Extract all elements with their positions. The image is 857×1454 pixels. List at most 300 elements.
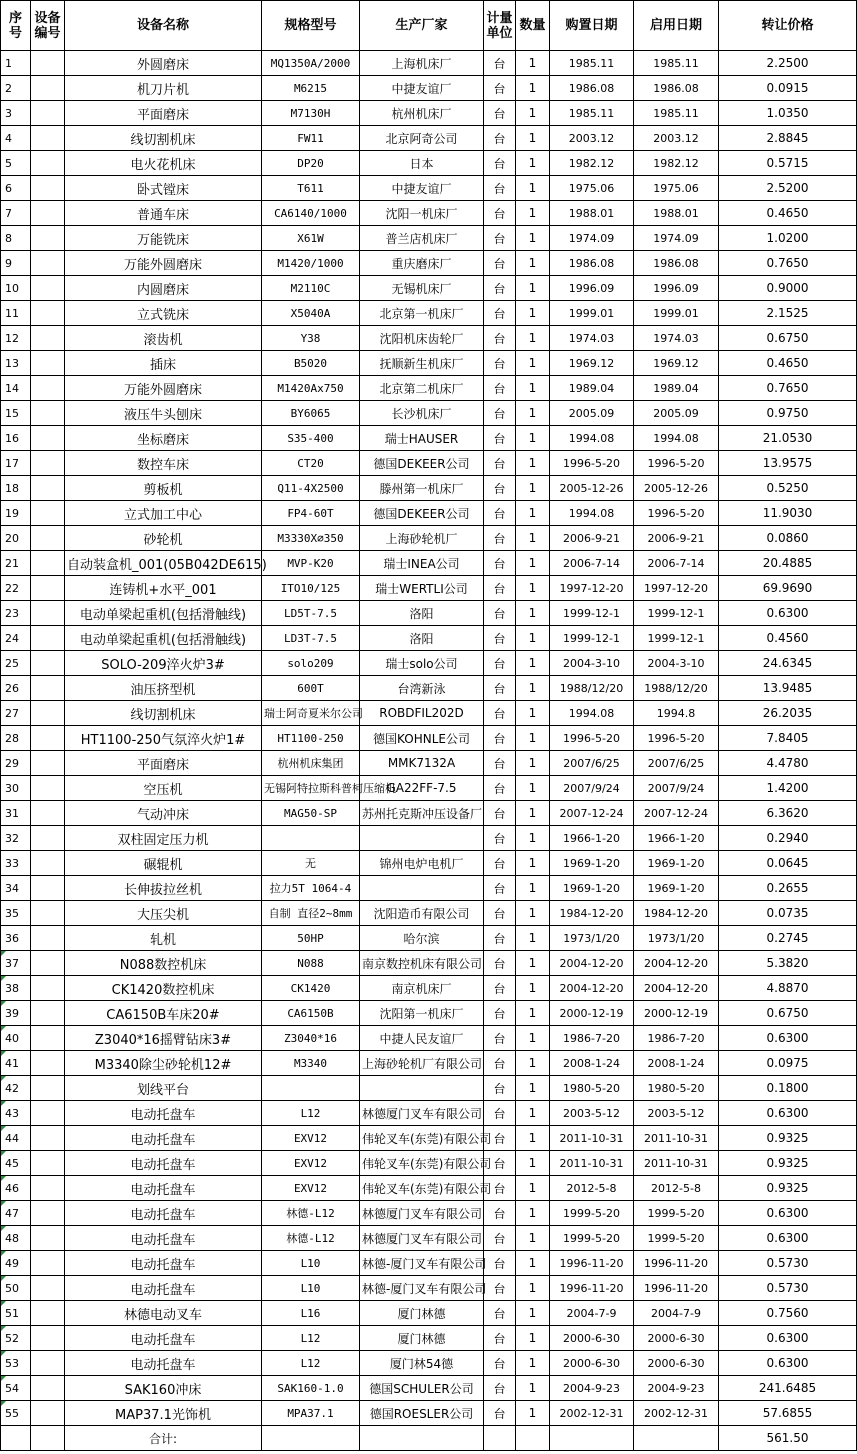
table-row bbox=[1, 551, 857, 576]
cell-name: 连铸机+水平_001 bbox=[65, 576, 262, 601]
cell-price: 2.5200 bbox=[719, 176, 857, 201]
table-row bbox=[1, 576, 857, 601]
cell-name: N088数控机床 bbox=[65, 951, 262, 976]
cell-maker: 德国SCHULER公司 bbox=[360, 1376, 484, 1401]
cell-qty: 1 bbox=[516, 826, 550, 851]
cell-model: 杭州机床集团 bbox=[262, 751, 360, 776]
cell-code bbox=[31, 501, 65, 526]
cell-seq: 19 bbox=[1, 501, 31, 526]
cell-maker: 哈尔滨 bbox=[360, 926, 484, 951]
cell-qty: 1 bbox=[516, 501, 550, 526]
cell-model: S35-400 bbox=[262, 426, 360, 451]
cell-maker: 台湾新泳 bbox=[360, 676, 484, 701]
cell-seq: 28 bbox=[1, 726, 31, 751]
cell-buy-date: 2012-5-8 bbox=[550, 1176, 634, 1201]
cell-price: 57.6855 bbox=[719, 1401, 857, 1426]
cell-model: M2110C bbox=[262, 276, 360, 301]
cell-name: 卧式镗床 bbox=[65, 176, 262, 201]
table-row bbox=[1, 1226, 857, 1251]
cell-unit: 台 bbox=[484, 526, 516, 551]
cell-qty: 1 bbox=[516, 726, 550, 751]
cell-maker: 沈阳机床齿轮厂 bbox=[360, 326, 484, 351]
cell-unit: 台 bbox=[484, 626, 516, 651]
cell-seq: 32 bbox=[1, 826, 31, 851]
cell-buy-date: 1980-5-20 bbox=[550, 1076, 634, 1101]
cell-unit: 台 bbox=[484, 301, 516, 326]
cell-unit: 台 bbox=[484, 651, 516, 676]
cell-seq: 18 bbox=[1, 476, 31, 501]
cell-use-date: 2003-5-12 bbox=[634, 1101, 719, 1126]
cell-seq: 30 bbox=[1, 776, 31, 801]
cell-unit: 台 bbox=[484, 676, 516, 701]
cell-buy-date: 2003-5-12 bbox=[550, 1101, 634, 1126]
cell-seq: 51 bbox=[1, 1301, 31, 1326]
cell-maker: GA22FF-7.5 bbox=[360, 776, 484, 801]
cell-seq: 24 bbox=[1, 626, 31, 651]
cell-qty: 1 bbox=[516, 126, 550, 151]
header-maker: 生产厂家 bbox=[360, 1, 484, 51]
cell-name: 平面磨床 bbox=[65, 751, 262, 776]
cell-buy-date: 1985.11 bbox=[550, 51, 634, 76]
cell-buy-date: 1989.04 bbox=[550, 376, 634, 401]
cell-maker: 瑞士WERTLI公司 bbox=[360, 576, 484, 601]
cell-use-date: 1996-5-20 bbox=[634, 726, 719, 751]
cell-price: 0.6300 bbox=[719, 1201, 857, 1226]
cell-price: 0.5715 bbox=[719, 151, 857, 176]
cell-name: 电动托盘车 bbox=[65, 1351, 262, 1376]
cell-model: MPA37.1 bbox=[262, 1401, 360, 1426]
cell-unit: 台 bbox=[484, 1001, 516, 1026]
cell-use-date: 1973/1/20 bbox=[634, 926, 719, 951]
cell-name: HT1100-250气氛淬火炉1# bbox=[65, 726, 262, 751]
cell-seq: 37 bbox=[1, 951, 31, 976]
cell-price: 0.2745 bbox=[719, 926, 857, 951]
cell-price: 0.9750 bbox=[719, 401, 857, 426]
cell-qty: 1 bbox=[516, 151, 550, 176]
cell-name: 电动托盘车 bbox=[65, 1201, 262, 1226]
cell-unit: 台 bbox=[484, 1076, 516, 1101]
table-row bbox=[1, 501, 857, 526]
cell-use-date: 1969-1-20 bbox=[634, 851, 719, 876]
cell-name: 电动托盘车 bbox=[65, 1326, 262, 1351]
cell-qty: 1 bbox=[516, 1051, 550, 1076]
cell-unit: 台 bbox=[484, 1301, 516, 1326]
cell-model: MQ1350A/2000 bbox=[262, 51, 360, 76]
cell-buy-date: 1999-5-20 bbox=[550, 1201, 634, 1226]
cell-use-date: 1994.8 bbox=[634, 701, 719, 726]
cell-price: 0.7650 bbox=[719, 251, 857, 276]
cell-price: 0.6300 bbox=[719, 1101, 857, 1126]
cell-seq: 21 bbox=[1, 551, 31, 576]
header-unit: 计量单位 bbox=[484, 1, 516, 51]
cell-price: 0.2940 bbox=[719, 826, 857, 851]
cell-maker: 长沙机床厂 bbox=[360, 401, 484, 426]
cell-use-date: 1966-1-20 bbox=[634, 826, 719, 851]
cell-code bbox=[31, 476, 65, 501]
cell-maker: 中捷人民友谊厂 bbox=[360, 1026, 484, 1051]
cell-model: Q11-4X2500 bbox=[262, 476, 360, 501]
cell-unit: 台 bbox=[484, 876, 516, 901]
cell-use-date: 1974.09 bbox=[634, 226, 719, 251]
cell-seq: 23 bbox=[1, 601, 31, 626]
cell-use-date: 1994.08 bbox=[634, 426, 719, 451]
cell-name: 万能外圆磨床 bbox=[65, 251, 262, 276]
cell-model: 瑞士阿奇夏米尔公司 bbox=[262, 701, 360, 726]
cell-use-date: 1986.08 bbox=[634, 251, 719, 276]
cell-code bbox=[31, 1326, 65, 1351]
cell-qty: 1 bbox=[516, 1201, 550, 1226]
cell-buy-date: 2004-9-23 bbox=[550, 1376, 634, 1401]
cell-buy-date: 1984-12-20 bbox=[550, 901, 634, 926]
cell-maker: 北京阿奇公司 bbox=[360, 126, 484, 151]
table-row bbox=[1, 476, 857, 501]
table-row bbox=[1, 676, 857, 701]
cell-use-date: 1986-7-20 bbox=[634, 1026, 719, 1051]
table-row bbox=[1, 801, 857, 826]
cell-seq: 29 bbox=[1, 751, 31, 776]
cell-name: 剪板机 bbox=[65, 476, 262, 501]
cell-qty: 1 bbox=[516, 576, 550, 601]
table-row bbox=[1, 301, 857, 326]
cell-use-date: 2000-6-30 bbox=[634, 1326, 719, 1351]
cell-name: 电火花机床 bbox=[65, 151, 262, 176]
cell-buy-date: 1988/12/20 bbox=[550, 676, 634, 701]
cell-maker: MMK7132A bbox=[360, 751, 484, 776]
cell-maker: 瑞士solo公司 bbox=[360, 651, 484, 676]
cell-name: 电动单梁起重机(包括滑触线) bbox=[65, 601, 262, 626]
cell-maker: 杭州机床厂 bbox=[360, 101, 484, 126]
cell-buy-date: 1986.08 bbox=[550, 251, 634, 276]
cell-buy-date: 1969.12 bbox=[550, 351, 634, 376]
cell-price: 1.0200 bbox=[719, 226, 857, 251]
cell-buy-date: 1994.08 bbox=[550, 426, 634, 451]
cell-buy-date: 1999-12-1 bbox=[550, 626, 634, 651]
cell-price: 0.9325 bbox=[719, 1126, 857, 1151]
cell-qty: 1 bbox=[516, 926, 550, 951]
cell-seq: 7 bbox=[1, 201, 31, 226]
cell-model: X5040A bbox=[262, 301, 360, 326]
cell-qty: 1 bbox=[516, 1251, 550, 1276]
cell-buy-date: 2005.09 bbox=[550, 401, 634, 426]
cell-unit: 台 bbox=[484, 401, 516, 426]
cell-unit: 台 bbox=[484, 201, 516, 226]
cell-price: 0.0975 bbox=[719, 1051, 857, 1076]
cell-unit: 台 bbox=[484, 226, 516, 251]
cell-buy-date: 2005-12-26 bbox=[550, 476, 634, 501]
cell-seq: 33 bbox=[1, 851, 31, 876]
table-row bbox=[1, 1276, 857, 1301]
cell-seq: 25 bbox=[1, 651, 31, 676]
cell-price: 0.6300 bbox=[719, 1226, 857, 1251]
cell-name: 电动托盘车 bbox=[65, 1226, 262, 1251]
cell-unit: 台 bbox=[484, 1101, 516, 1126]
cell-qty: 1 bbox=[516, 201, 550, 226]
cell-qty: 1 bbox=[516, 351, 550, 376]
cell-maker: 沈阳第一机床厂 bbox=[360, 1001, 484, 1026]
cell-name: SAK160冲床 bbox=[65, 1376, 262, 1401]
cell-use-date: 2002-12-31 bbox=[634, 1401, 719, 1426]
cell-model: FP4-60T bbox=[262, 501, 360, 526]
cell-price: 2.2500 bbox=[719, 51, 857, 76]
cell-seq: 11 bbox=[1, 301, 31, 326]
cell-price: 0.5730 bbox=[719, 1276, 857, 1301]
cell-price: 0.5730 bbox=[719, 1251, 857, 1276]
cell-code bbox=[31, 1101, 65, 1126]
cell-qty: 1 bbox=[516, 1301, 550, 1326]
cell-price: 241.6485 bbox=[719, 1376, 857, 1401]
cell-maker: 瑞士HAUSER bbox=[360, 426, 484, 451]
table-row bbox=[1, 701, 857, 726]
cell-model: L12 bbox=[262, 1101, 360, 1126]
cell-code bbox=[31, 1376, 65, 1401]
cell-price: 0.9325 bbox=[719, 1151, 857, 1176]
cell-use-date: 1974.03 bbox=[634, 326, 719, 351]
cell-code bbox=[31, 251, 65, 276]
table-row bbox=[1, 726, 857, 751]
cell-seq: 16 bbox=[1, 426, 31, 451]
table-row bbox=[1, 1051, 857, 1076]
table-row bbox=[1, 1401, 857, 1426]
cell-buy-date: 2006-7-14 bbox=[550, 551, 634, 576]
cell-qty: 1 bbox=[516, 226, 550, 251]
cell-buy-date: 2008-1-24 bbox=[550, 1051, 634, 1076]
cell-seq: 55 bbox=[1, 1401, 31, 1426]
cell-code bbox=[31, 426, 65, 451]
cell-code bbox=[31, 826, 65, 851]
cell-use-date: 2000-12-19 bbox=[634, 1001, 719, 1026]
cell-code bbox=[31, 676, 65, 701]
cell-use-date: 1996-5-20 bbox=[634, 501, 719, 526]
cell-buy-date: 1996-5-20 bbox=[550, 726, 634, 751]
cell-name: 万能外圆磨床 bbox=[65, 376, 262, 401]
cell-use-date: 1999.01 bbox=[634, 301, 719, 326]
cell-maker: 日本 bbox=[360, 151, 484, 176]
cell-qty: 1 bbox=[516, 851, 550, 876]
cell-use-date: 1985.11 bbox=[634, 51, 719, 76]
cell-code bbox=[31, 1076, 65, 1101]
cell-unit: 台 bbox=[484, 776, 516, 801]
cell-price: 0.4650 bbox=[719, 351, 857, 376]
cell-price: 0.1800 bbox=[719, 1076, 857, 1101]
cell-qty: 1 bbox=[516, 1376, 550, 1401]
cell-unit: 台 bbox=[484, 551, 516, 576]
cell-qty: 1 bbox=[516, 251, 550, 276]
cell-model: LD3T-7.5 bbox=[262, 626, 360, 651]
cell-buy-date: 2003.12 bbox=[550, 126, 634, 151]
cell-buy-date: 1969-1-20 bbox=[550, 876, 634, 901]
cell-unit: 台 bbox=[484, 851, 516, 876]
cell-model: SAK160-1.0 bbox=[262, 1376, 360, 1401]
cell-price: 0.4650 bbox=[719, 201, 857, 226]
cell-unit: 台 bbox=[484, 126, 516, 151]
cell-seq: 39 bbox=[1, 1001, 31, 1026]
cell-name: 电动托盘车 bbox=[65, 1126, 262, 1151]
cell-qty: 1 bbox=[516, 951, 550, 976]
cell-buy-date: 1974.09 bbox=[550, 226, 634, 251]
cell-code bbox=[31, 1401, 65, 1426]
cell-buy-date: 2004-7-9 bbox=[550, 1301, 634, 1326]
cell-seq: 9 bbox=[1, 251, 31, 276]
cell-maker: 洛阳 bbox=[360, 626, 484, 651]
cell-code bbox=[31, 951, 65, 976]
cell-seq: 48 bbox=[1, 1226, 31, 1251]
cell-unit: 台 bbox=[484, 501, 516, 526]
cell-code bbox=[31, 751, 65, 776]
cell-maker: 无锡机床厂 bbox=[360, 276, 484, 301]
cell-model: 无锡阿特拉斯科普柯压缩机 bbox=[262, 776, 360, 801]
cell-name: 碾辊机 bbox=[65, 851, 262, 876]
cell-name: 机刀片机 bbox=[65, 76, 262, 101]
cell-code bbox=[31, 851, 65, 876]
cell-unit: 台 bbox=[484, 1276, 516, 1301]
cell-seq: 14 bbox=[1, 376, 31, 401]
cell-code bbox=[31, 451, 65, 476]
cell-code bbox=[31, 726, 65, 751]
cell-use-date: 2006-9-21 bbox=[634, 526, 719, 551]
cell-price: 26.2035 bbox=[719, 701, 857, 726]
cell-model: LD5T-7.5 bbox=[262, 601, 360, 626]
cell-maker: 苏州托克斯冲压设备厂 bbox=[360, 801, 484, 826]
table-row bbox=[1, 926, 857, 951]
cell-code bbox=[31, 976, 65, 1001]
cell-seq: 13 bbox=[1, 351, 31, 376]
table-row bbox=[1, 1026, 857, 1051]
table-row bbox=[1, 76, 857, 101]
cell-price: 0.6750 bbox=[719, 1001, 857, 1026]
cell-code bbox=[31, 1051, 65, 1076]
cell-unit: 台 bbox=[484, 751, 516, 776]
cell-price: 0.9000 bbox=[719, 276, 857, 301]
cell-maker: ROBDFIL202D bbox=[360, 701, 484, 726]
cell-name: 自动装盒机_001(05B042DE615) bbox=[65, 551, 262, 576]
cell-buy-date: 1986.08 bbox=[550, 76, 634, 101]
cell-use-date: 2011-10-31 bbox=[634, 1126, 719, 1151]
table-row bbox=[1, 876, 857, 901]
cell-unit: 台 bbox=[484, 101, 516, 126]
cell-maker: 厦门林德 bbox=[360, 1301, 484, 1326]
cell-buy-date: 1986-7-20 bbox=[550, 1026, 634, 1051]
cell-model: T611 bbox=[262, 176, 360, 201]
cell-seq: 41 bbox=[1, 1051, 31, 1076]
cell-seq: 10 bbox=[1, 276, 31, 301]
cell-maker: 林德厦门叉车有限公司 bbox=[360, 1201, 484, 1226]
table-row bbox=[1, 126, 857, 151]
cell-use-date: 1999-5-20 bbox=[634, 1226, 719, 1251]
cell-seq: 22 bbox=[1, 576, 31, 601]
cell-maker: 德国DEKEER公司 bbox=[360, 501, 484, 526]
cell-code bbox=[31, 576, 65, 601]
cell-unit: 台 bbox=[484, 1326, 516, 1351]
cell-seq: 46 bbox=[1, 1176, 31, 1201]
cell-qty: 1 bbox=[516, 1026, 550, 1051]
cell-unit: 台 bbox=[484, 1151, 516, 1176]
cell-buy-date: 2000-6-30 bbox=[550, 1326, 634, 1351]
table-row bbox=[1, 901, 857, 926]
cell-buy-date: 2004-12-20 bbox=[550, 951, 634, 976]
cell-code bbox=[31, 226, 65, 251]
cell-model: DP20 bbox=[262, 151, 360, 176]
cell-qty: 1 bbox=[516, 276, 550, 301]
cell-buy-date: 2007/9/24 bbox=[550, 776, 634, 801]
cell-code bbox=[31, 776, 65, 801]
cell-name: 电动托盘车 bbox=[65, 1101, 262, 1126]
cell-maker: 厦门林德 bbox=[360, 1326, 484, 1351]
cell-unit: 台 bbox=[484, 1251, 516, 1276]
cell-model: solo209 bbox=[262, 651, 360, 676]
cell-price: 7.8405 bbox=[719, 726, 857, 751]
cell-model: B5020 bbox=[262, 351, 360, 376]
cell-maker: 伟轮叉车(东莞)有限公司 bbox=[360, 1151, 484, 1176]
cell-unit: 台 bbox=[484, 1401, 516, 1426]
cell-code bbox=[31, 101, 65, 126]
cell-qty: 1 bbox=[516, 1401, 550, 1426]
table-row bbox=[1, 976, 857, 1001]
cell-maker: 林德-厦门叉车有限公司 bbox=[360, 1276, 484, 1301]
header-use-date: 启用日期 bbox=[634, 1, 719, 51]
cell-price: 11.9030 bbox=[719, 501, 857, 526]
cell-model: CK1420 bbox=[262, 976, 360, 1001]
header-row bbox=[1, 1, 857, 51]
table-row bbox=[1, 776, 857, 801]
cell-code bbox=[31, 326, 65, 351]
cell-code bbox=[31, 1351, 65, 1376]
cell-qty: 1 bbox=[516, 1176, 550, 1201]
cell-model: Y38 bbox=[262, 326, 360, 351]
cell-unit: 台 bbox=[484, 951, 516, 976]
cell-maker: 普兰店机床厂 bbox=[360, 226, 484, 251]
cell-seq: 44 bbox=[1, 1126, 31, 1151]
cell-unit: 台 bbox=[484, 1051, 516, 1076]
cell-model: CA6140/1000 bbox=[262, 201, 360, 226]
header-model: 规格型号 bbox=[262, 1, 360, 51]
cell-maker: 滕州第一机床厂 bbox=[360, 476, 484, 501]
cell-seq: 2 bbox=[1, 76, 31, 101]
cell-price: 5.3820 bbox=[719, 951, 857, 976]
cell-seq: 15 bbox=[1, 401, 31, 426]
cell-use-date: 2005.09 bbox=[634, 401, 719, 426]
cell-model: L12 bbox=[262, 1351, 360, 1376]
table-row bbox=[1, 1251, 857, 1276]
table-row bbox=[1, 226, 857, 251]
cell-code bbox=[31, 526, 65, 551]
cell-name: 油压挤型机 bbox=[65, 676, 262, 701]
cell-price: 0.4560 bbox=[719, 626, 857, 651]
table-row bbox=[1, 151, 857, 176]
cell-price: 0.5250 bbox=[719, 476, 857, 501]
cell-code bbox=[31, 551, 65, 576]
cell-name: 气动冲床 bbox=[65, 801, 262, 826]
cell-use-date: 1996.09 bbox=[634, 276, 719, 301]
cell-price: 13.9485 bbox=[719, 676, 857, 701]
cell-buy-date: 2004-3-10 bbox=[550, 651, 634, 676]
cell-unit: 台 bbox=[484, 251, 516, 276]
cell-seq: 17 bbox=[1, 451, 31, 476]
cell-code bbox=[31, 351, 65, 376]
cell-use-date: 1996-5-20 bbox=[634, 451, 719, 476]
header-code: 设备编号 bbox=[31, 1, 65, 51]
cell-code bbox=[31, 301, 65, 326]
cell-code bbox=[31, 1001, 65, 1026]
cell-maker bbox=[360, 1076, 484, 1101]
cell-buy-date: 1996-11-20 bbox=[550, 1276, 634, 1301]
cell-seq: 43 bbox=[1, 1101, 31, 1126]
cell-use-date: 2000-6-30 bbox=[634, 1351, 719, 1376]
cell-maker: 南京机床厂 bbox=[360, 976, 484, 1001]
table-row bbox=[1, 251, 857, 276]
cell-seq: 54 bbox=[1, 1376, 31, 1401]
cell-buy-date: 1994.08 bbox=[550, 501, 634, 526]
cell-price: 0.0735 bbox=[719, 901, 857, 926]
